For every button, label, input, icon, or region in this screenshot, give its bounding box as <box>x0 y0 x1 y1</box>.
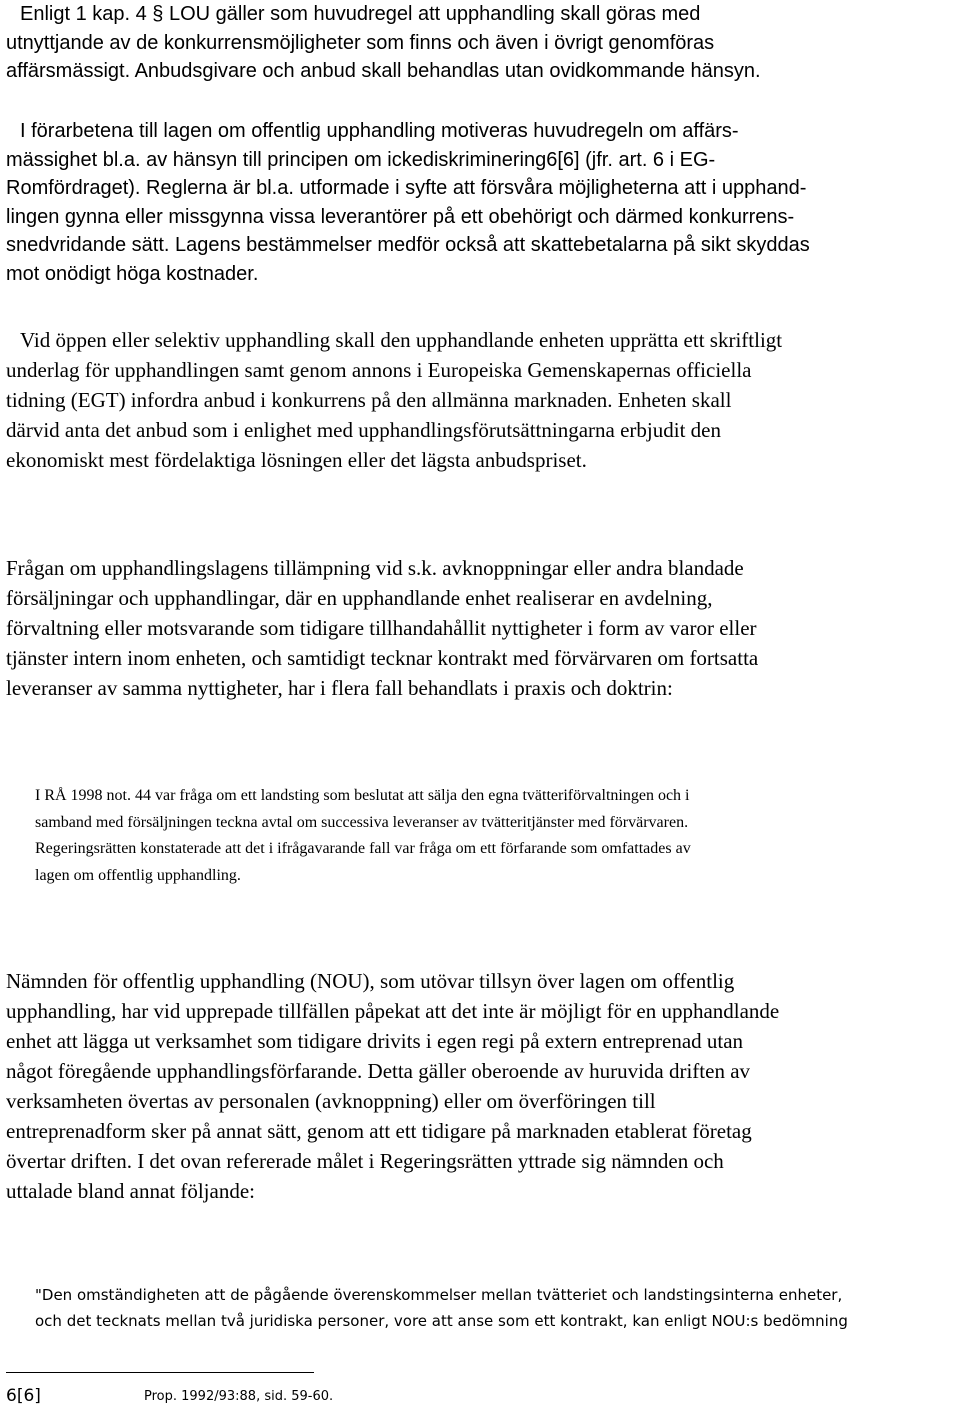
text-line: mässighet bl.a. av hänsyn till principen om ickediskriminering6[6] (jfr. art. 6 i EG- <box>6 148 716 171</box>
text-line: tidning (EGT) infordra anbud i konkurrens på den allmänna marknaden. Enheten skall <box>6 388 732 412</box>
text-line: entreprenadform sker på annat sätt, genom att ett tidigare på marknaden etablerat företag <box>6 1119 752 1143</box>
text-line: ekonomiskt mest fördelaktiga lösningen eller det lägsta anbudspriset. <box>6 448 587 472</box>
case-note-ra-1998 <box>35 783 955 889</box>
footnote-mark: 6[6] <box>6 1386 41 1406</box>
text-line: affärsmässigt. Anbudsgivare och anbud skall behandlas utan ovidkommande hänsyn. <box>6 60 761 82</box>
paragraph-preparatory-works <box>6 117 960 288</box>
paragraph-spin-offs <box>6 553 956 703</box>
text-line: övertar driften. I det ovan refererade målet i Regeringsrätten yttrade sig nämnden och <box>6 1149 724 1173</box>
footnote-separator <box>6 1372 314 1373</box>
paragraph-open-procurement <box>6 325 960 475</box>
text-line: underlag för upphandlingen samt genom annons i Europeiska Gemenskapernas officiella <box>6 358 752 382</box>
text-line: verksamheten övertas av personalen (avknoppning) eller om överföringen till <box>6 1089 656 1113</box>
text-line: Nämnden för offentlig upphandling (NOU), som utövar tillsyn över lagen om offentlig <box>6 969 735 993</box>
text-line: lingen gynna eller missgynna vissa leverantörer på ett obehörigt och därmed konkurrens- <box>6 205 795 228</box>
text-line: upphandling, har vid upprepade tillfällen påpekat att det inte är möjligt för en upphandlande <box>6 999 780 1023</box>
text-line: I RÅ 1998 not. 44 var fråga om ett landsting som beslutat att sälja den egna tvätteriförvaltningen och i <box>35 787 690 804</box>
text-line: förvaltning eller motsvarande som tidigare tillhandahållit nyttigheter i form av varor eller <box>6 616 757 640</box>
text-line: Regeringsrätten konstaterade att det i ifrågavarande fall var fråga om ett förfarande som omfattades av <box>35 840 691 857</box>
text-line: I förarbetena till lagen om offentlig upphandling motiveras huvudregeln om affärs- <box>20 120 739 142</box>
text-line: mot onödigt höga kostnader. <box>6 262 259 285</box>
text-line: Enligt 1 kap. 4 § LOU gäller som huvudregel att upphandling skall göras med <box>20 3 701 25</box>
footnote <box>6 1385 606 1409</box>
text-line: Romfördraget). Reglerna är bl.a. utformade i syfte att försvåra möjligheterna att i upphand- <box>6 177 807 199</box>
text-line: försäljningar och upphandlingar, där en upphandlande enhet realiserar en avdelning, <box>6 586 713 610</box>
text-line: Vid öppen eller selektiv upphandling skall den upphandlande enheten upprätta ett skriftligt <box>20 328 783 352</box>
text-line: tjänster intern inom enheten, och samtidigt tecknar kontrakt med förvärvaren om fortsatta <box>6 646 759 670</box>
text-line: något föregående upphandlingsförfarande. Detta gäller oberoende av huruvida driften av <box>6 1059 751 1083</box>
text-line: lagen om offentlig upphandling. <box>35 866 241 884</box>
paragraph-nou <box>6 966 956 1206</box>
text-line: utnyttjande av de konkurrensmöjligheter som finns och även i övrigt genomföras <box>6 31 715 54</box>
text-line: snedvridande sätt. Lagens bestämmelser medför också att skattebetalarna på sikt skyddas <box>6 234 810 256</box>
text-line: och det tecknats mellan två juridiska personer, vore att anse som ett kontrakt, kan enligt NOU:s bedömning <box>35 1312 848 1330</box>
paragraph-lou-rule <box>6 0 960 86</box>
text-line: uttalade bland annat följande: <box>6 1179 255 1203</box>
text-line: Frågan om upphandlingslagens tillämpning vid s.k. avknoppningar eller andra blandade <box>6 556 744 580</box>
text-line: samband med försäljningen teckna avtal om successiva leveranser av tvätteritjänster med förvärvaren. <box>35 813 689 831</box>
text-line: därvid anta det anbud som i enlighet med upphandlingsförutsättningarna erbjudit den <box>6 418 721 442</box>
text-line: leveranser av samma nyttigheter, har i flera fall behandlats i praxis och doktrin: <box>6 676 673 700</box>
text-line: enhet att lägga ut verksamhet som tidigare drivits i egen regi på extern entreprenad utan <box>6 1029 744 1053</box>
quote-nou-statement <box>35 1282 957 1334</box>
text-line: "Den omständigheten att de pågående överenskommelser mellan tvätteriet och landstingsinterna enheter, <box>35 1286 843 1304</box>
footnote-text: Prop. 1992/93:88, sid. 59-60. <box>144 1389 334 1404</box>
